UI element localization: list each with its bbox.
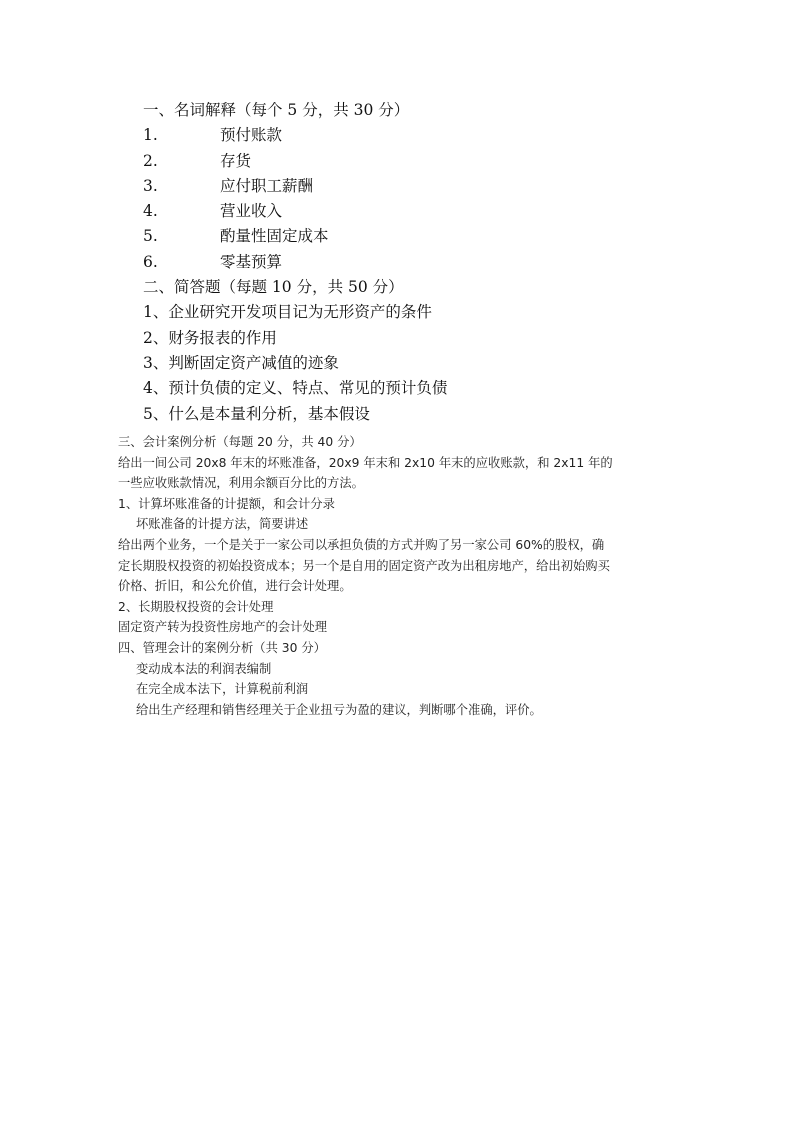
item-term: 应付职工薪酬 [220,176,314,195]
section-heading: 一、名词解释（每个 5 分，共 30 分） [143,101,410,119]
question-line: 变动成本法的利润表编制 [136,661,272,676]
list-item: 2、财务报表的作用 [143,328,277,347]
list-item [143,149,447,174]
list-item [143,199,447,224]
list-item: 5、什么是本量利分析，基本假设 [143,404,370,423]
paragraph-line: 定长期股权投资的初始投资成本；另一个是自用的固定资产改为出租房地产，给出初始购买 [118,558,610,573]
section-heading: 三、会计案例分析（每题 20 分，共 40 分） [118,435,362,449]
question-line: 给出生产经理和销售经理关于企业扭亏为盈的建议，判断哪个准确，评价。 [136,702,542,717]
list-item: 4、预计负债的定义、特点、常见的预计负债 [143,379,448,398]
item-term: 零基预算 [220,252,283,271]
section-3-4 [118,432,678,720]
question-line: 坏账准备的计提方法，简要讲述 [136,517,309,532]
item-term: 酌量性固定成本 [220,227,329,246]
list-item [143,174,447,199]
item-number: 2. [143,151,158,170]
list-item [143,250,447,275]
paragraph-line: 给出两个业务，一个是关于一家公司以承担负债的方式并购了另一家公司 60%的股权，确 [118,537,605,552]
item-number: 5. [143,227,158,246]
item-term: 预付账款 [220,126,283,145]
item-term: 存货 [220,151,252,170]
list-item [143,123,447,148]
question-line: 固定资产转为投资性房地产的会计处理 [118,620,328,635]
section-1 [143,98,447,427]
item-number: 6. [143,252,158,271]
section-heading: 四、管理会计的案例分析（共 30 分） [118,640,326,655]
paragraph-line: 价格、折旧，和公允价值，进行会计处理。 [118,579,352,594]
item-number: 1. [143,126,158,145]
section-heading: 二、简答题（每题 10 分，共 50 分） [143,278,404,297]
question-line: 2、长期股权投资的会计处理 [118,599,274,614]
question-line: 在完全成本法下，计算税前利润 [136,682,309,697]
item-number: 4. [143,202,158,221]
list-item [143,224,447,249]
list-item: 3、判断固定资产减值的迹象 [143,353,339,372]
item-number: 3. [143,176,158,195]
question-line: 1、计算坏账准备的计提额，和会计分录 [118,496,335,511]
list-item: 1、企业研究开发项目记为无形资产的条件 [143,303,432,322]
paragraph-line: 给出一间公司 20x8 年末的坏账准备，20x9 年末和 2x10 年末的应收账款，和 2x11 年的 [118,455,613,470]
item-term: 营业收入 [220,202,283,221]
paragraph-line: 一些应收账款情况，利用余额百分比的方法。 [118,476,364,491]
